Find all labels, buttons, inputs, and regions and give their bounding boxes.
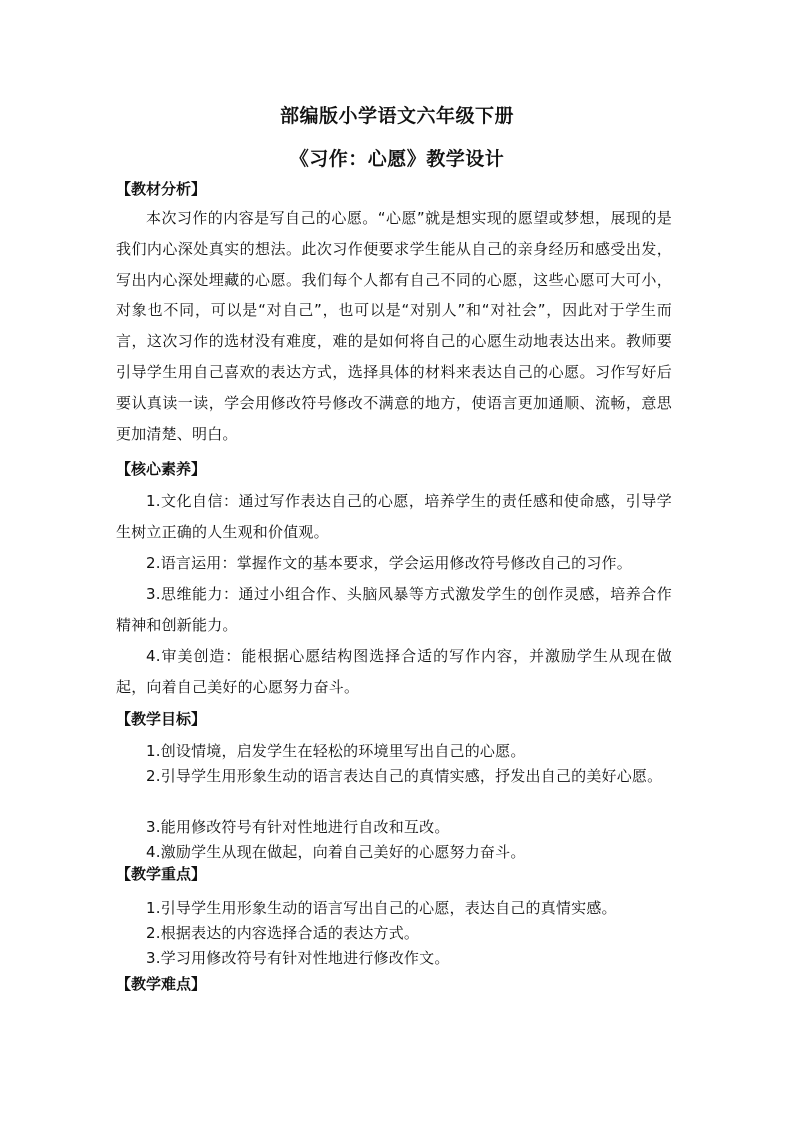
literacy-item: 4.审美创造：能根据心愿结构图选择合适的写作内容，并激励学生从现在做起，向着自己美好的心愿努力奋斗。 — [116, 647, 672, 696]
section-heading-key-points: 【教学重点】 — [116, 865, 207, 883]
literacy-item: 2.语言运用：掌握作文的基本要求，学会运用修改符号修改自己的习作。 — [146, 554, 632, 572]
goal-item: 2.引导学生用形象生动的语言表达自己的真情实感，抒发出自己的美好心愿。 — [146, 767, 663, 785]
section-heading-difficulties: 【教学难点】 — [116, 975, 207, 993]
document-subtitle: 《习作：心愿》教学设计 — [289, 148, 505, 170]
literacy-item: 3.思维能力：通过小组合作、头脑风暴等方式激发学生的创作灵感，培养合作精神和创新能力。 — [116, 585, 672, 634]
key-point-item: 1.引导学生用形象生动的语言写出自己的心愿，表达自己的真情实感。 — [146, 899, 617, 917]
analysis-paragraph: 本次习作的内容是写自己的心愿。“心愿”就是想实现的愿望或梦想，展现的是我们内心深处真实的想法。此次习作便要求学生能从自己的亲身经历和感受出发，写出内心深处埋藏的心愿。我们每个人都有自己不同的心愿，这些心愿可大可小，对象也不同，可以是“对自己”，也可以是“对别人”和“对社会”，因此对于学生而言，这次习作的选材没有难度，难的是如何将自己的心愿生动地表达出来。教师要引导学生用自己喜欢的表达方式，选择具体的材料来表达自己的心愿。习作写好后要认真读一读，学会用修改符号修改不满意的地方，使语言更加通顺、流畅，意思更加清楚、明白。 — [116, 209, 672, 443]
section-heading-literacy: 【核心素养】 — [116, 460, 207, 478]
section-heading-analysis: 【教材分析】 — [116, 180, 207, 198]
key-point-item: 2.根据表达的内容选择合适的表达方式。 — [146, 924, 420, 942]
document-title: 部编版小学语文六年级下册 — [279, 105, 514, 127]
goal-item: 3.能用修改符号有针对性地进行自改和互改。 — [146, 818, 450, 836]
literacy-item: 1.文化自信：通过写作表达自己的心愿，培养学生的责任感和使命感，引导学生树立正确的人生观和价值观。 — [116, 492, 672, 541]
key-point-item: 3.学习用修改符号有针对性地进行修改作文。 — [146, 949, 450, 967]
section-heading-goals: 【教学目标】 — [116, 710, 207, 728]
goal-item: 4.激励学生从现在做起，向着自己美好的心愿努力奋斗。 — [146, 843, 526, 861]
goal-item: 1.创设情境，启发学生在轻松的环境里写出自己的心愿。 — [146, 742, 526, 760]
